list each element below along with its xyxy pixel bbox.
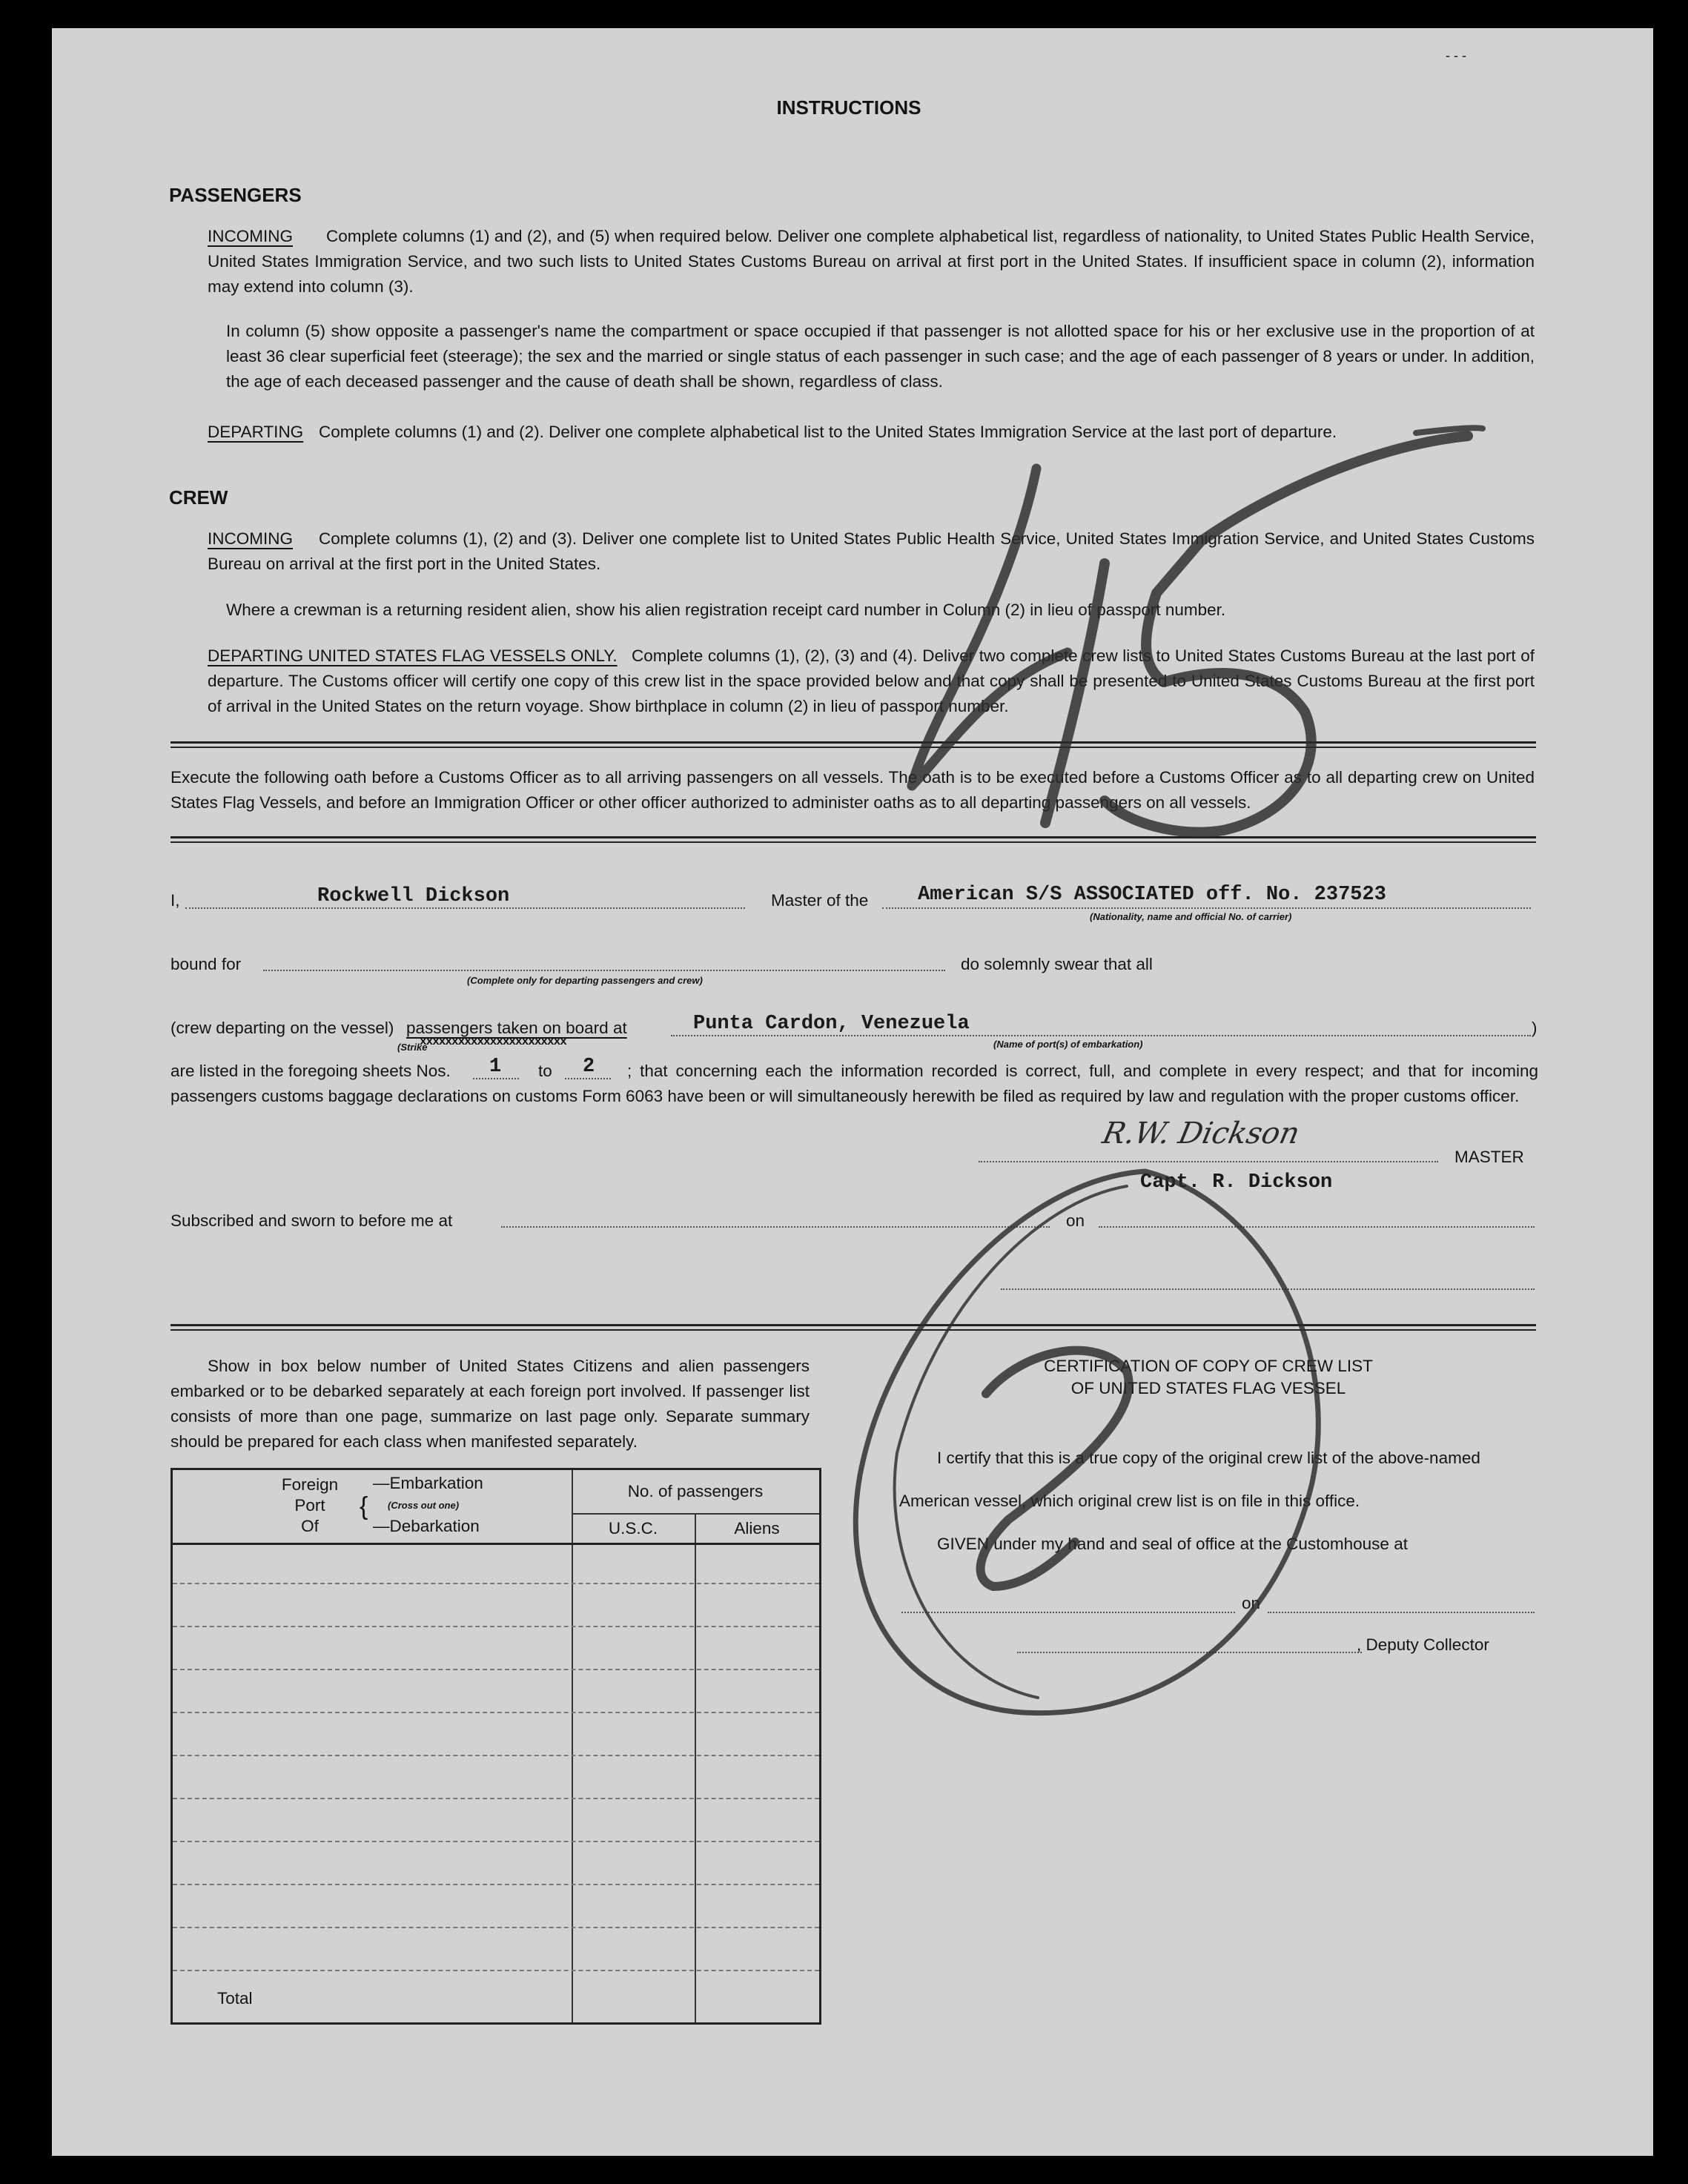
crew-incoming-label: INCOMING: [208, 529, 293, 548]
embarkation-option: —Embarkation: [373, 1474, 483, 1492]
circle-mark-overlay: [895, 1186, 1127, 1698]
brace-icon: {: [360, 1492, 368, 1520]
sheet-from: 1: [489, 1056, 502, 1078]
certification-line-3: GIVEN under my hand and seal of office at the Customhouse at: [937, 1535, 1408, 1553]
cross-out-caption: (Cross out one): [388, 1500, 460, 1511]
col-port-1: Foreign: [281, 1475, 339, 1494]
bound-for-label: bound for: [171, 955, 242, 973]
listed-text: ; that concerning each the information recorded is correct, full, and complete in every respect; and that for incoming passengers customs baggage declarations on customs Form 6063 have been or will simultaneously herewith be filed as required by law and regulation with the proper customs officer.: [171, 1062, 1538, 1105]
crew-heading: CREW: [169, 486, 228, 509]
digit-5-flag: [1416, 428, 1483, 433]
crew-resident-text: Where a crewman is a returning resident alien, show his alien registration receipt card number in Column (2) in lieu of passport number.: [226, 600, 1226, 619]
typed-signature: Capt. R. Dickson: [1140, 1171, 1333, 1194]
crew-departing-label: DEPARTING UNITED STATES FLAG VESSELS ONLY.: [208, 646, 618, 665]
col-aliens: Aliens: [734, 1519, 780, 1538]
summary-instructions: Show in box below number of United States Citizens and alien passengers embarked or to be debarked separately at each foreign port involved. If passenger list consists of more than one page, summarize on last page only. Separate summary should be prepared for each class when manifested separately.: [171, 1357, 810, 1451]
handwritten-digit-4-stem: [1045, 563, 1105, 823]
certification-title-2: OF UNITED STATES FLAG VESSEL: [1070, 1379, 1346, 1397]
page-title: INSTRUCTIONS: [776, 96, 921, 119]
vessel-caption: (Nationality, name and official No. of carrier): [1090, 911, 1292, 922]
to-label: to: [538, 1062, 552, 1080]
debarkation-option: —Debarkation: [373, 1517, 480, 1535]
subscribed-on-label: on: [1066, 1211, 1085, 1230]
bound-for-caption: (Complete only for departing passengers and crew): [467, 975, 703, 986]
master-of-label: Master of the: [771, 891, 869, 910]
passengers-column5-text: In column (5) show opposite a passenger's name the compartment or space occupied if that passenger is not allotted space for his or her exclusive use in the proportion of at least 36 clear superficial feet (steerage); the sex and the married or single status of each passenger in such case; and the age of each passenger of 8 years or under. In addition, the age of each deceased passenger and the cause of death shall be shown, regardless of class.: [226, 322, 1535, 391]
circle-mark: [855, 1171, 1318, 1713]
crew-departing-label: (crew departing on the vessel): [171, 1019, 394, 1037]
master-label: MASTER: [1454, 1148, 1524, 1166]
listed-label: are listed in the foregoing sheets Nos.: [171, 1062, 451, 1080]
master-name: Rockwell Dickson: [317, 885, 510, 907]
passengers-heading: PASSENGERS: [169, 184, 302, 206]
handwritten-digit-5: [1105, 436, 1468, 833]
close-paren: ): [1532, 1019, 1538, 1037]
port-caption: (Name of port(s) of embarkation): [993, 1039, 1143, 1050]
strike-caption: (Strike: [397, 1042, 428, 1053]
col-no-passengers: No. of passengers: [627, 1482, 764, 1500]
subscribed-label: Subscribed and sworn to before me at: [171, 1211, 453, 1230]
master-signature: R.W. Dickson: [1099, 1116, 1303, 1151]
handwritten-digit-4: [912, 469, 1068, 786]
passengers-departing-text: Complete columns (1) and (2). Deliver one complete alphabetical list to the United States Immigration Service at the last port of departure.: [319, 423, 1337, 441]
swear-label: do solemnly swear that all: [961, 955, 1153, 973]
certification-title-1: CERTIFICATION OF COPY OF CREW LIST: [1044, 1357, 1373, 1375]
oath-instructions: Execute the following oath before a Customs Officer as to all arriving passengers on all vessels. The oath is to be executed before a Customs Officer as to all departing crew on United States Flag Vessels, and before an Immigration Officer or other officer authorized to administer oaths as to all departing passengers on all vessels.: [171, 768, 1535, 812]
certification-on-label: on: [1242, 1594, 1261, 1612]
col-port-2: Port: [294, 1496, 325, 1515]
passengers-incoming-label: INCOMING: [208, 227, 293, 245]
strike-marks: xxxxxxxxxxxxxxxxxxxxxxx: [420, 1035, 566, 1048]
oath-i-label: I,: [171, 891, 180, 910]
passengers-incoming-text: Complete columns (1) and (2), and (5) when required below. Deliver one complete alphabetical list, regardless of nationality, to United States Public Health Service, United States Immigration Service, and two such lists to United States Customs Bureau on arrival at first port in the United States. If insufficient space in column (2), information may extend into column (3).: [208, 227, 1535, 296]
sheet-to: 2: [583, 1056, 595, 1078]
col-port-3: Of: [301, 1517, 319, 1535]
passengers-departing-label: DEPARTING: [208, 423, 304, 441]
embarkation-port: Punta Cardon, Venezuela: [693, 1013, 970, 1035]
vessel-name: American S/S ASSOCIATED off. No. 237523: [918, 884, 1386, 906]
crew-departing-text: Complete columns (1), (2), (3) and (4). Deliver two complete crew lists to United States Customs Bureau at the last port of departure. The Customs officer will certify one copy of this crew list in the space provided below and that copy shall be presented to United States Customs Bureau at the first port of arrival in the United States on the return voyage. Show birthplace in column (2) in lieu of passport number.: [208, 646, 1535, 715]
col-usc: U.S.C.: [608, 1519, 658, 1538]
total-label: Total: [217, 1989, 253, 2008]
deputy-collector-label: , Deputy Collector: [1357, 1635, 1489, 1654]
corner-mark: - - -: [1446, 48, 1466, 63]
certification-line-2: American vessel, which original crew list is on file in this office.: [899, 1492, 1360, 1510]
passengers-taken-label: passengers taken on board at: [406, 1019, 627, 1037]
certification-line-1: I certify that this is a true copy of the original crew list of the above-named: [937, 1449, 1480, 1467]
crew-incoming-text: Complete columns (1), (2) and (3). Deliver one complete list to United States Public Health Service, United States Immigration Service, and United States Customs Bureau on arrival at the first port in the United States.: [208, 529, 1535, 573]
circled-digit-2: [981, 1351, 1129, 1586]
